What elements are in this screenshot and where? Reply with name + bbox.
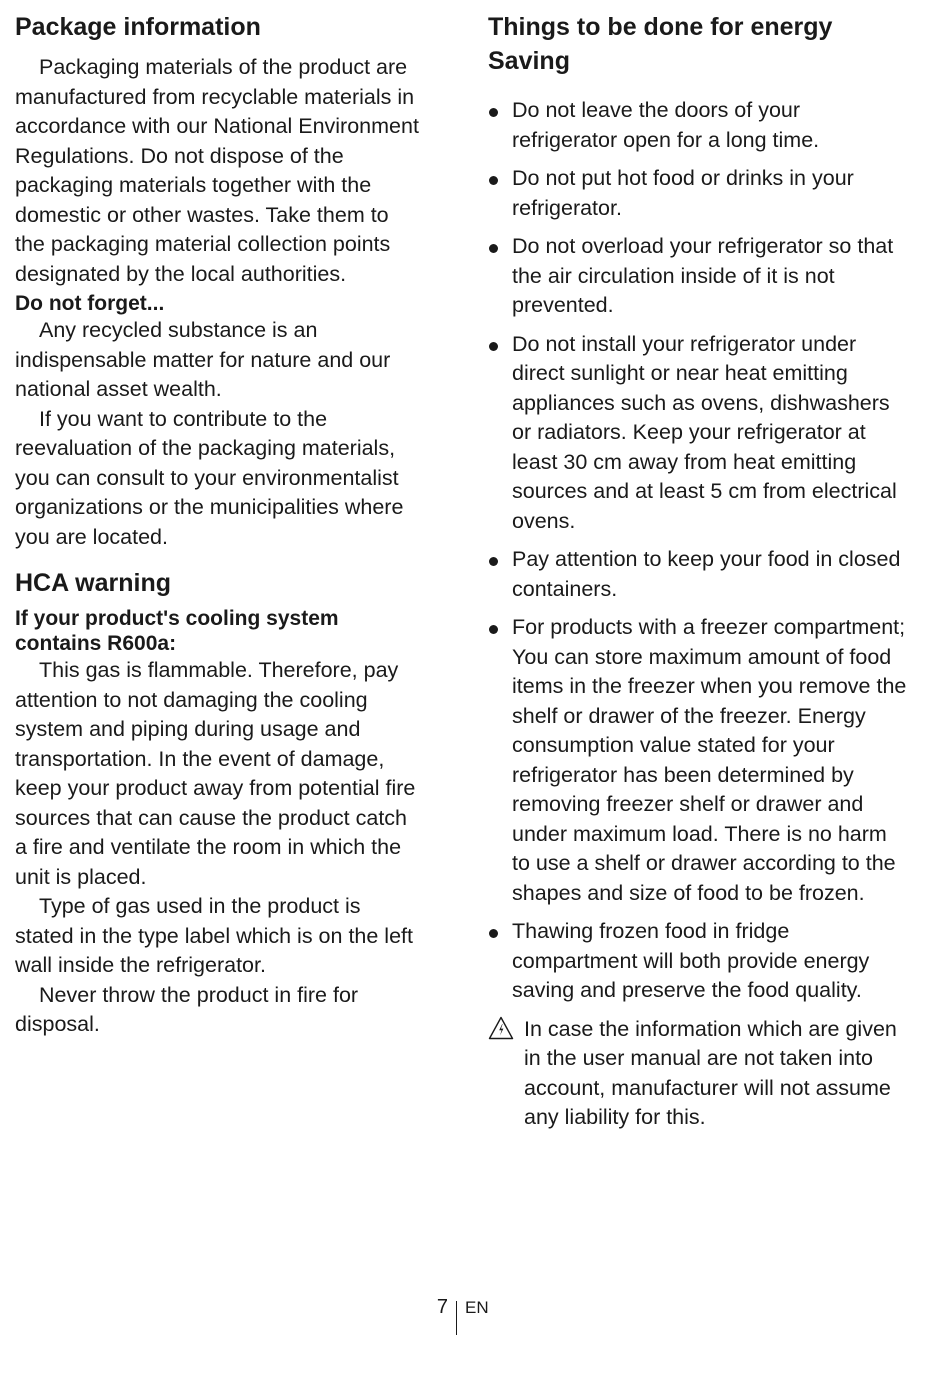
page-footer [0,1295,950,1335]
bullet-icon [489,176,498,185]
list-item [488,96,908,155]
hca-subtitle: If your product's cooling system contains R600a: [15,607,339,655]
bullet-icon [489,557,498,566]
package-paragraph-2: Any recycled substance is an indispensable matter for nature and our national asset wealth. [15,318,391,401]
list-item-text: Thawing frozen food in fridge compartment will both provide energy saving and preserve the food quality. [512,919,870,1002]
warning-text: In case the information which are given in the user manual are not taken into account, manufacturer will not assume any liability for this. [524,1016,897,1129]
hca-paragraph-2: Type of gas used in the product is stated in the type label which is on the left wall inside the refrigerator. [15,894,413,977]
list-item [488,613,908,908]
package-paragraph-3: If you want to contribute to the reevaluation of the packaging materials, you can consult to your environmentalist organizations or the municipalities where you are located. [15,406,404,549]
footer-divider [456,1301,457,1335]
do-not-forget-heading: Do not forget... [15,292,165,315]
bullet-icon [489,342,498,351]
package-information-heading: Package information [15,13,261,41]
list-item [488,545,908,604]
list-item [488,164,908,223]
hca-paragraph-3: Never throw the product in fire for disposal. [15,982,359,1036]
bullet-icon [489,929,498,938]
bullet-icon [489,244,498,253]
liability-warning [488,1015,908,1133]
list-item-text: Do not leave the doors of your refrigerator open for a long time. [512,98,820,152]
right-column [488,10,908,1133]
hca-paragraph-1: This gas is flammable. Therefore, pay attention to not damaging the cooling system and piping during usage and transportation. In the event of damage, keep your product away from potential fire sources that can cause the product catch a fire and ventilate the room in which the unit is placed. [15,658,416,889]
energy-saving-heading: Things to be done for energy Saving [488,13,833,75]
list-item-text: For products with a freezer compartment; You can store maximum amount of food items in the freezer when you remove the shelf or drawer of the freezer. Energy consumption value stated for your refrigerator has been determined by removing freezer shelf or drawer and under maximum load. There is no harm to use a shelf or drawer according to the shapes and size of food to be frozen. [512,615,907,905]
list-item-text: Do not overload your refrigerator so that the air circulation inside of it is not prevented. [512,234,894,317]
hca-warning-heading: HCA warning [15,569,172,597]
list-item-text: Pay attention to keep your food in closed containers. [512,547,901,601]
package-paragraph-1: Packaging materials of the product are manufactured from recyclable materials in accordance with our National Environment Regulations. Do not dispose of the packaging materials together with the domestic or other wastes. Take them to the packaging material collection points designated by the local authorities. [15,55,419,286]
list-item-text: Do not install your refrigerator under direct sunlight or near heat emitting appliances such as ovens, dishwashers or radiators. Keep your refrigerator at least 30 cm away from heat emitting sources and at least 5 cm from electrical ovens. [512,331,897,533]
page-number: 7 [436,1296,448,1318]
bullet-icon [489,108,498,117]
language-code: EN [465,1298,489,1317]
warning-triangle-icon [488,1016,514,1040]
list-item-text: Do not put hot food or drinks in your refrigerator. [512,166,854,220]
list-item [488,917,908,1006]
bullet-icon [489,625,498,634]
list-item [488,330,908,537]
energy-saving-list [488,96,908,1006]
list-item [488,232,908,321]
left-column [15,10,420,1040]
